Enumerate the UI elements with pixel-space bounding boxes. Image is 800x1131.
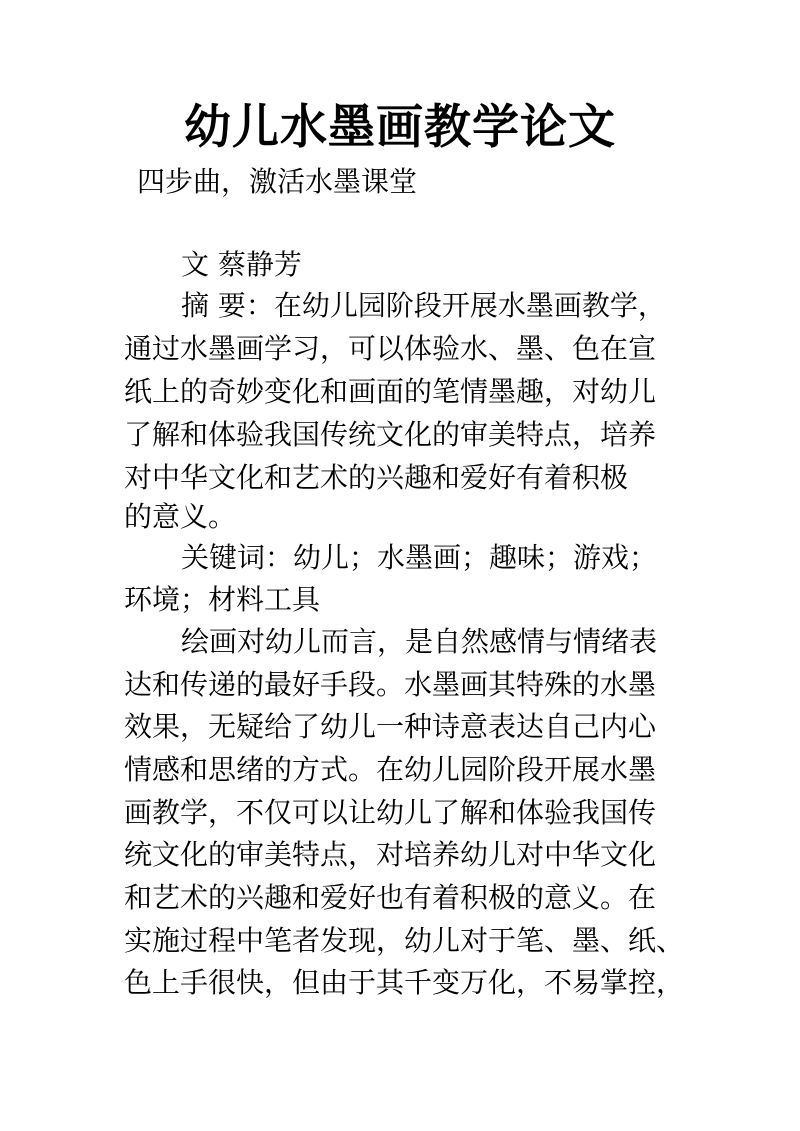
- abstract-line: 通过水墨画学习，可以体验水、墨、色在宣: [124, 332, 657, 365]
- body-line: 情感和思绪的方式。在幼儿园阶段开展水墨: [124, 753, 657, 786]
- body-line: 统文化的审美特点，对培养幼儿对中华文化: [124, 838, 657, 871]
- document-subtitle: 四步曲，激活水墨课堂: [137, 165, 418, 198]
- body-line: 效果，无疑给了幼儿一种诗意表达自己内心: [124, 710, 657, 743]
- abstract-line: 摘 要：在幼儿园阶段开展水墨画教学，: [181, 289, 666, 322]
- document-title: 幼儿水墨画教学论文: [184, 100, 616, 155]
- abstract-line: 纸上的奇妙变化和画面的笔情墨趣，对幼儿: [124, 375, 657, 408]
- body-line: 色上手很快，但由于其千变万化，不易掌控，: [124, 966, 685, 999]
- abstract-line: 的意义。: [124, 500, 237, 533]
- body-line: 绘画对幼儿而言，是自然感情与情绪表: [181, 625, 658, 658]
- abstract-line: 了解和体验我国传统文化的审美特点，培养: [124, 418, 657, 451]
- author-line: 文 蔡静芳: [181, 248, 302, 281]
- keywords-line: 环境；材料工具: [124, 583, 321, 616]
- body-line: 达和传递的最好手段。水墨画其特殊的水墨: [124, 668, 657, 701]
- body-line: 和艺术的兴趣和爱好也有着积极的意义。在: [124, 881, 657, 914]
- keywords-line: 关键词：幼儿；水墨画；趣味；游戏；: [181, 541, 658, 574]
- body-line: 实施过程中笔者发现，幼儿对于笔、墨、纸、: [124, 924, 685, 957]
- abstract-line: 对中华文化和艺术的兴趣和爱好有着积极: [124, 461, 629, 494]
- body-line: 画教学，不仅可以让幼儿了解和体验我国传: [124, 796, 657, 829]
